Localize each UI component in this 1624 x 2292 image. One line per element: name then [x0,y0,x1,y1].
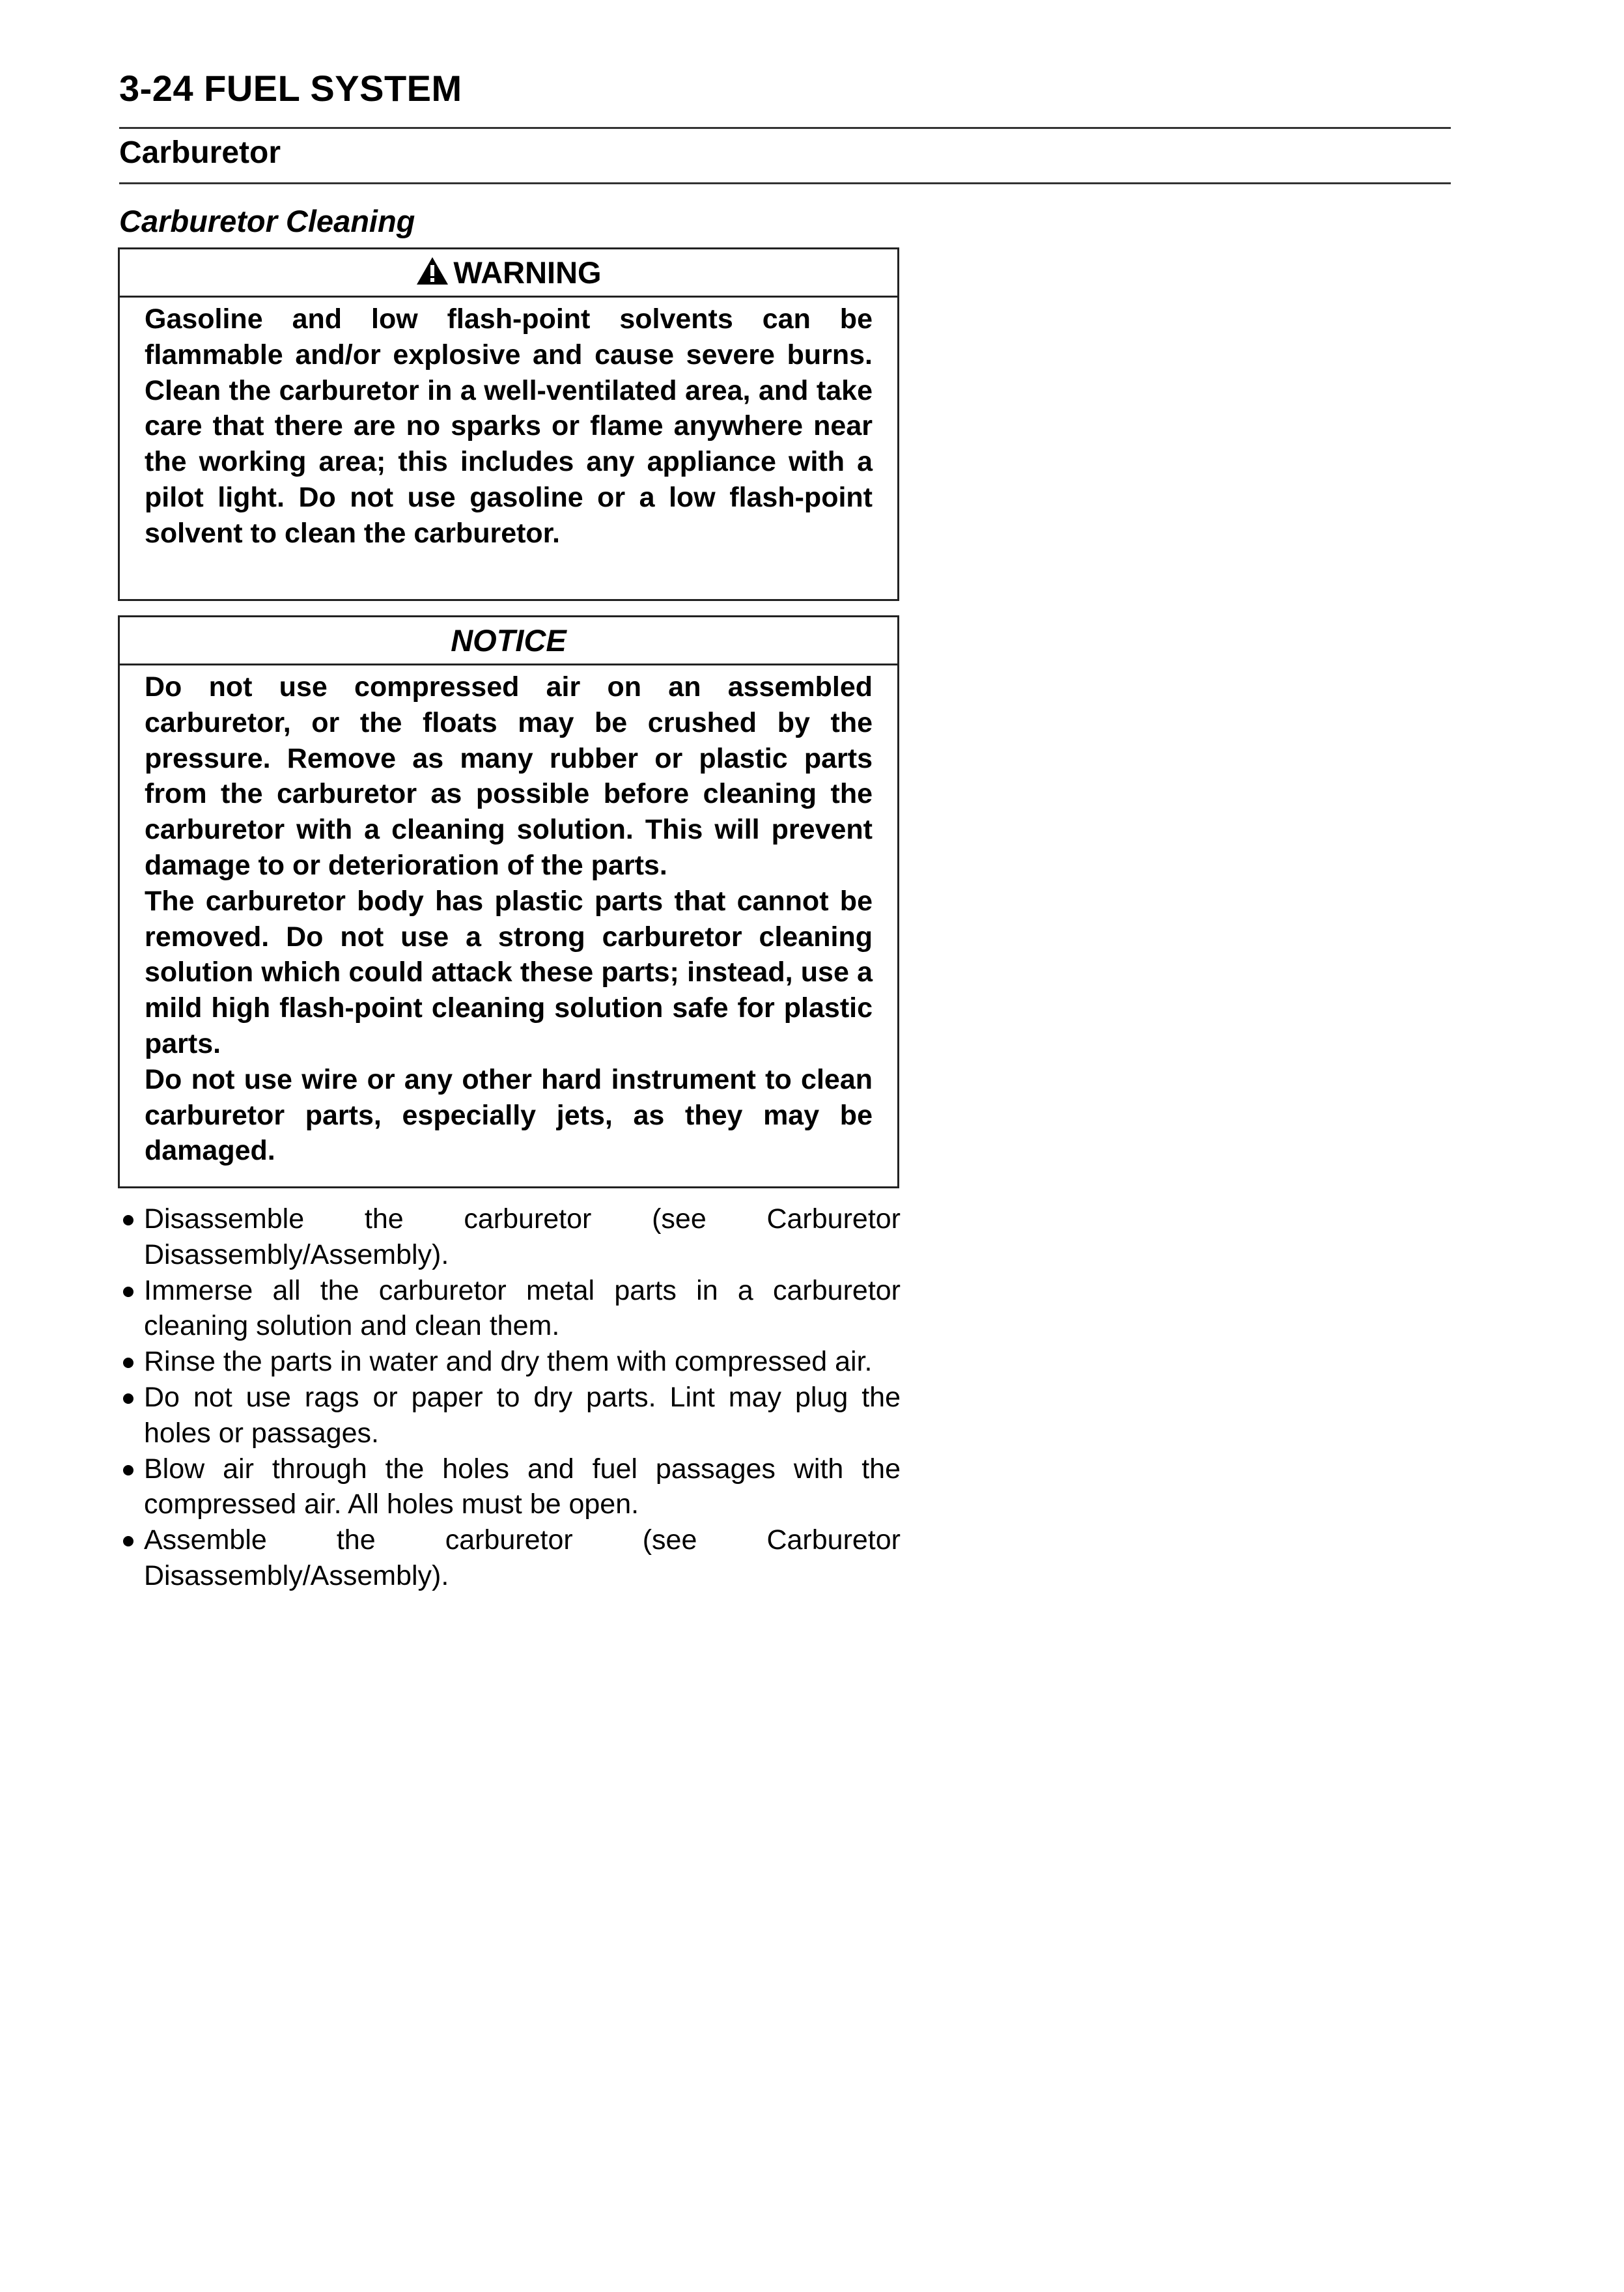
step-text: Disassemble the carburetor (see Carburetor Disassembly/Assembly). [144,1203,901,1270]
list-item [119,1344,901,1380]
step-text: Assemble the carburetor (see Carburetor Disassembly/Assembly). [144,1524,901,1591]
procedure-steps [119,1201,901,1594]
warning-triangle-icon [415,252,449,299]
warning-text: Gasoline and low flash-point solvents can be flammable and/or explosive and cause severe burns. Clean the carburetor in a well-ventilated area, and take care that there are no sparks or flame anywhere near the working area; this includes any appliance with a pilot light. Do not use gasoline or a low flash-point solvent to clean the carburetor. [145,303,873,549]
step-text: Do not use rags or paper to dry parts. Lint may plug the holes or passages. [144,1381,901,1449]
notice-box [118,615,899,1188]
warning-body [120,298,897,557]
section-divider [119,182,1451,184]
notice-heading [120,617,897,665]
list-item [119,1451,901,1523]
subsection-title: Carburetor Cleaning [119,204,415,238]
bullet-icon [123,1215,133,1225]
bullet-icon [123,1287,133,1297]
notice-paragraph: Do not use compressed air on an assembled carburetor, or the floats may be crushed by the pressure. Remove as many rubber or plastic parts from the carburetor as possible before cleaning the carburetor with a cleaning solution. This will prevent damage to or deterioration of the parts. [145,671,873,881]
notice-paragraph: Do not use wire or any other hard instrument to clean carburetor parts, especially jets, as they may be damaged. [145,1063,873,1167]
notice-body [120,665,897,1174]
list-item [119,1273,901,1345]
section-title: Carburetor [119,135,281,170]
warning-heading [120,249,897,298]
step-text: Immerse all the carburetor metal parts in a carburetor cleaning solution and clean them. [144,1274,901,1342]
list-item [119,1201,901,1273]
warning-box [118,247,899,601]
notice-paragraph: The carburetor body has plastic parts that cannot be removed. Do not use a strong carburetor cleaning solution which could attack these parts; instead, use a mild high flash-point cleaning solution safe for plastic parts. [145,885,873,1059]
step-text: Rinse the parts in water and dry them with compressed air. [144,1346,873,1378]
list-item [119,1380,901,1451]
bullet-icon [123,1358,133,1368]
bullet-icon [123,1465,133,1475]
step-text: Blow air through the holes and fuel passages with the compressed air. All holes must be open. [144,1453,901,1520]
header-divider [119,127,1451,129]
warning-heading-text: WARNING [453,255,602,290]
list-item [119,1522,901,1594]
bullet-icon [123,1393,133,1404]
page-header [119,70,1451,107]
notice-heading-text: NOTICE [451,623,567,658]
page-title: 3-24 FUEL SYSTEM [119,68,462,109]
bullet-icon [123,1536,133,1546]
